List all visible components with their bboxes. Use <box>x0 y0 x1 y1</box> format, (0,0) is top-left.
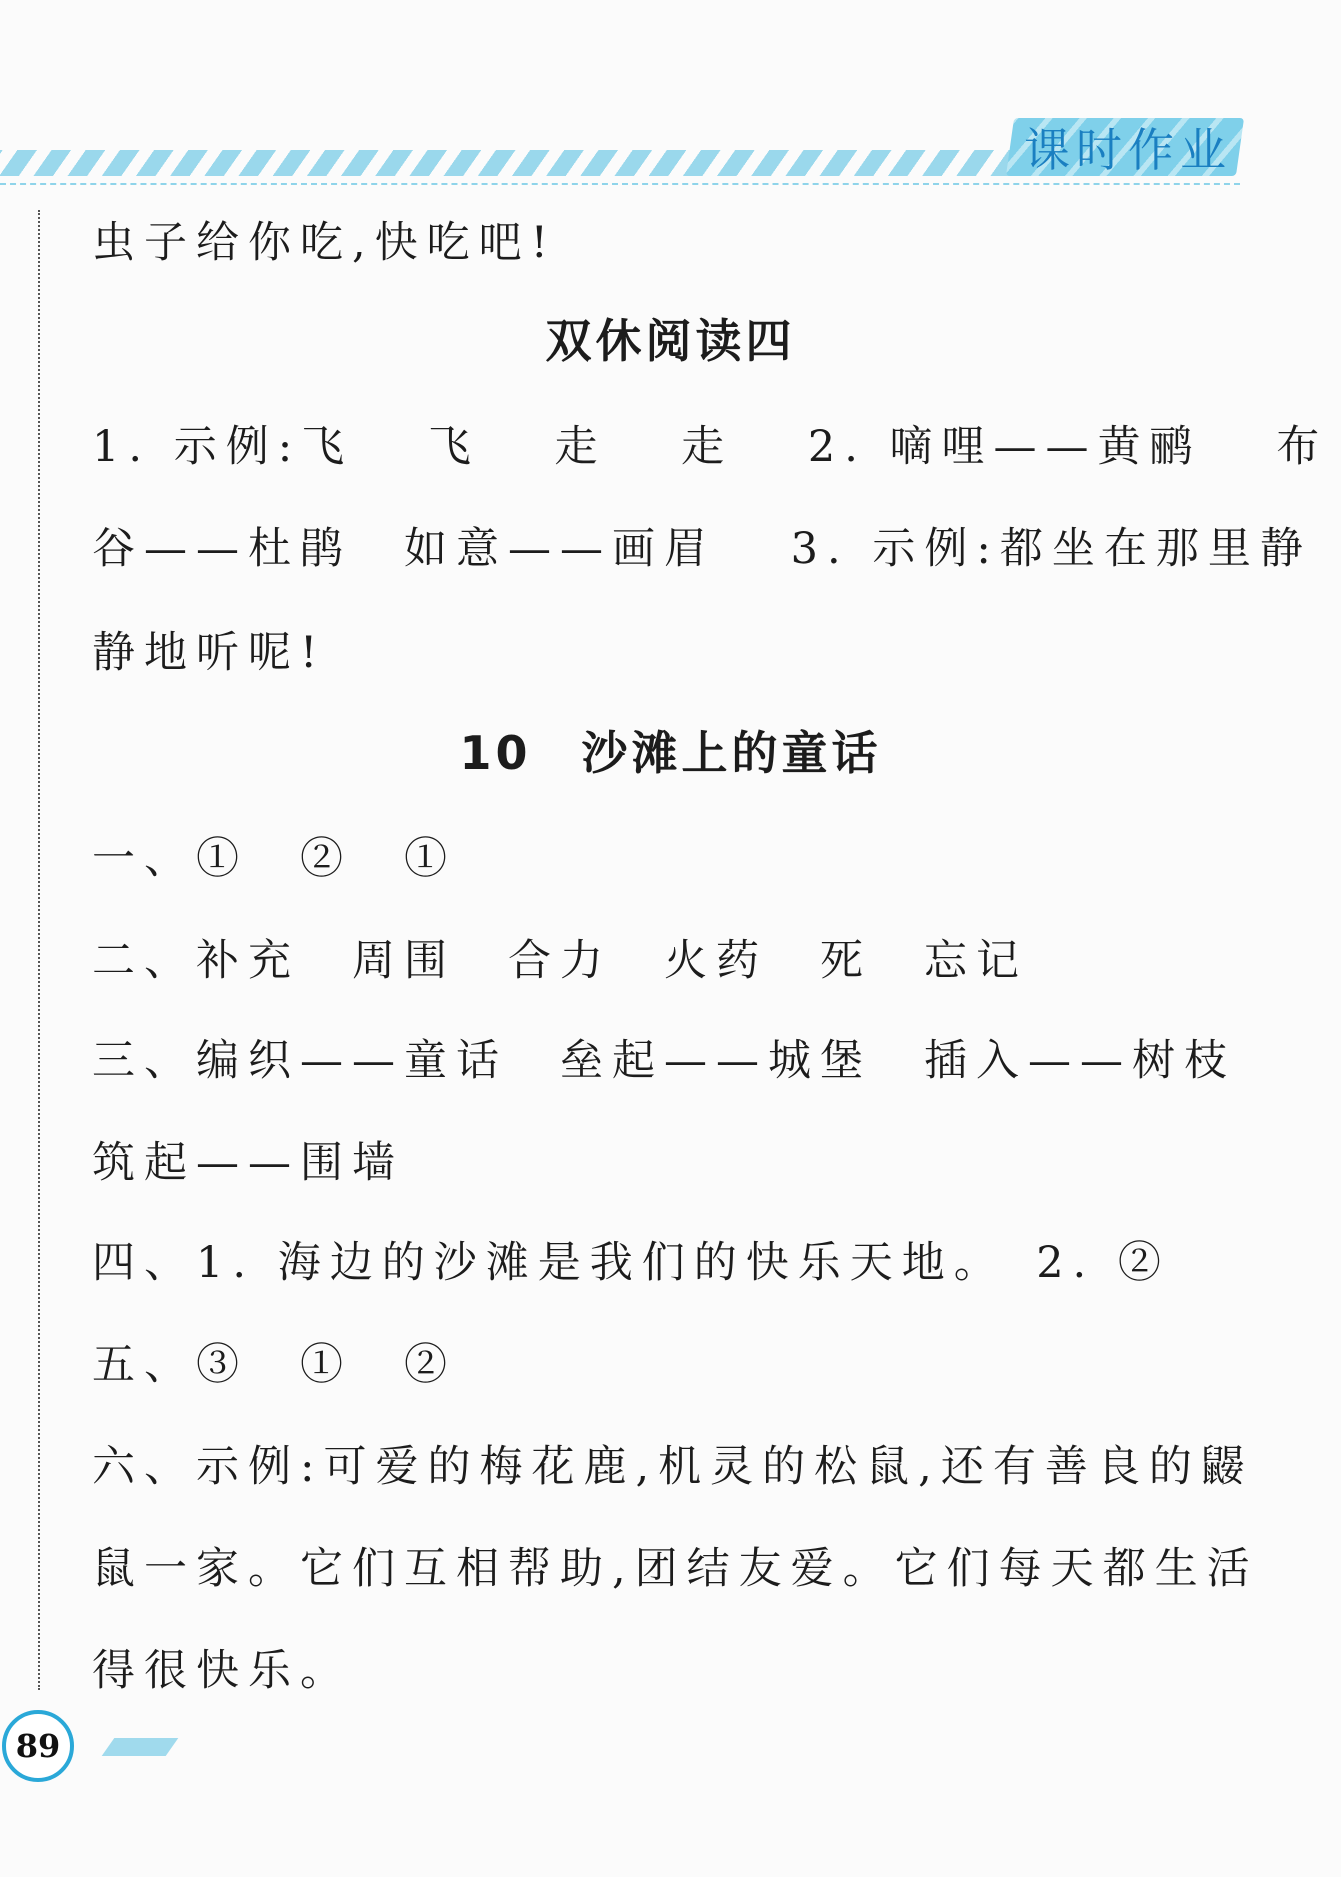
text-line: 四、1. 海边的沙滩是我们的快乐天地。 2. ② <box>92 1238 1170 1288</box>
page-number-stripe <box>102 1738 179 1756</box>
text-line: 筑起——围墙 <box>92 1138 404 1188</box>
text-line: 静地听呢! <box>92 628 327 678</box>
header-stripe <box>0 150 1010 176</box>
section-heading: 10 沙滩上的童话 <box>459 726 882 780</box>
text-line: 一、① ② ① <box>92 834 456 884</box>
text-line: 鼠一家。它们互相帮助,团结友爱。它们每天都生活 <box>92 1544 1259 1594</box>
margin-dotted-line <box>38 210 40 1690</box>
header-badge <box>1010 108 1250 182</box>
text-line: 虫子给你吃,快吃吧! <box>92 218 557 268</box>
text-line: 六、示例:可爱的梅花鹿,机灵的松鼠,还有善良的鼹 <box>92 1442 1253 1492</box>
page-number: 89 <box>2 1710 74 1782</box>
text-line: 1. 示例:飞 飞 走 走 2. 嘀哩——黄鹂 布 <box>92 422 1329 472</box>
section-heading: 双休阅读四 <box>545 314 796 368</box>
text-line: 二、补充 周围 合力 火药 死 忘记 <box>92 936 1028 986</box>
text-line: 三、编织——童话 垒起——城堡 插入——树枝 <box>92 1036 1236 1086</box>
header-divider <box>0 183 1240 185</box>
text-line: 得很快乐。 <box>92 1646 352 1696</box>
text-line: 谷——杜鹃 如意——画眉 3. 示例:都坐在那里静 <box>92 524 1312 574</box>
header-title: 课时作业 <box>1024 123 1232 177</box>
text-line: 五、③ ① ② <box>92 1340 456 1390</box>
